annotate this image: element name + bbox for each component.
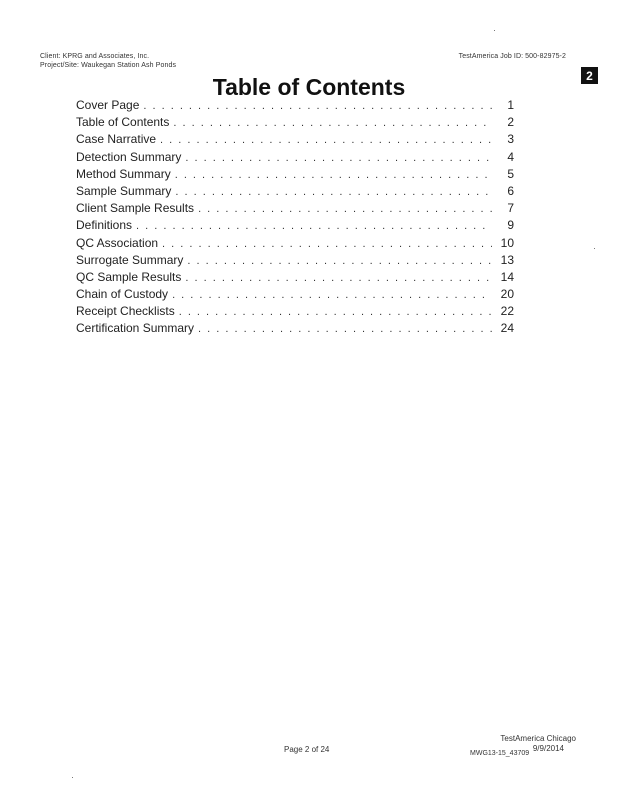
toc-leader-dots xyxy=(185,152,492,164)
toc-page-number: 20 xyxy=(500,287,514,302)
toc-label: Detection Summary xyxy=(76,149,182,164)
scan-speck xyxy=(72,777,73,778)
toc-page-number: 1 xyxy=(507,98,514,112)
toc-leader-dots xyxy=(175,186,492,198)
client-name: Client: KPRG and Associates, Inc. xyxy=(40,53,150,60)
toc-leader-dots xyxy=(162,238,492,250)
toc-page-number: 24 xyxy=(500,321,514,336)
toc-row[interactable] xyxy=(76,304,516,321)
toc-label: Definitions xyxy=(76,218,133,233)
lab-name: TestAmerica Chicago xyxy=(500,734,576,743)
toc-leader-dots xyxy=(160,134,492,146)
toc-page-number: 22 xyxy=(500,304,514,319)
toc-label: QC Sample Results xyxy=(76,269,182,284)
toc-page-number: 7 xyxy=(507,201,514,216)
toc-row[interactable] xyxy=(76,184,516,201)
toc-page-number: 9 xyxy=(507,218,514,233)
toc-row[interactable] xyxy=(76,150,516,167)
toc-page-number: 5 xyxy=(507,166,514,181)
toc-row[interactable] xyxy=(76,270,516,287)
toc-page-number: 13 xyxy=(500,252,514,267)
toc-leader-dots xyxy=(136,220,492,232)
toc-page-number: 10 xyxy=(500,235,514,250)
toc-label: Table of Contents xyxy=(76,115,170,130)
toc-row[interactable] xyxy=(76,98,516,115)
toc-leader-dots xyxy=(173,117,492,129)
toc-row[interactable] xyxy=(76,115,516,132)
table-of-contents xyxy=(76,98,516,339)
project-site: Project/Site: Waukegan Station Ash Ponds xyxy=(40,62,177,69)
toc-label: Surrogate Summary xyxy=(76,252,184,267)
toc-leader-dots xyxy=(198,323,492,335)
toc-page-number: 6 xyxy=(507,183,514,198)
toc-label: Certification Summary xyxy=(76,321,195,336)
scan-speck xyxy=(594,248,595,249)
scan-speck xyxy=(494,30,495,31)
toc-leader-dots xyxy=(198,203,492,215)
toc-page-number: 3 xyxy=(507,132,514,147)
report-date: 9/9/2014 xyxy=(532,744,564,753)
page-number: Page 2 of 24 xyxy=(284,745,330,754)
toc-row[interactable] xyxy=(76,253,516,270)
section-tab-badge: 2 xyxy=(581,67,598,84)
toc-leader-dots xyxy=(185,272,492,284)
toc-label: Chain of Custody xyxy=(76,287,169,302)
job-id: TestAmerica Job ID: 500-82975-2 xyxy=(458,53,566,60)
toc-leader-dots xyxy=(187,255,492,267)
toc-leader-dots xyxy=(172,289,492,301)
page-title: Table of Contents xyxy=(212,74,406,100)
document-code: MWG13-15_43709 xyxy=(470,750,530,757)
toc-row[interactable] xyxy=(76,287,516,304)
toc-page-number: 2 xyxy=(507,115,514,130)
toc-label: QC Association xyxy=(76,235,159,250)
toc-label: Receipt Checklists xyxy=(76,304,175,319)
toc-label: Client Sample Results xyxy=(76,201,195,216)
toc-leader-dots xyxy=(175,169,492,181)
toc-label: Case Narrative xyxy=(76,132,157,147)
toc-row[interactable] xyxy=(76,218,516,235)
toc-label: Cover Page xyxy=(76,98,140,112)
toc-row[interactable] xyxy=(76,132,516,149)
toc-leader-dots xyxy=(143,100,492,112)
toc-page-number: 4 xyxy=(507,149,514,164)
toc-label: Method Summary xyxy=(76,166,171,181)
toc-row[interactable] xyxy=(76,167,516,184)
toc-row[interactable] xyxy=(76,201,516,218)
toc-page-number: 14 xyxy=(500,269,514,284)
toc-leader-dots xyxy=(179,306,492,318)
toc-label: Sample Summary xyxy=(76,183,172,198)
toc-row[interactable] xyxy=(76,236,516,253)
toc-row[interactable] xyxy=(76,321,516,338)
